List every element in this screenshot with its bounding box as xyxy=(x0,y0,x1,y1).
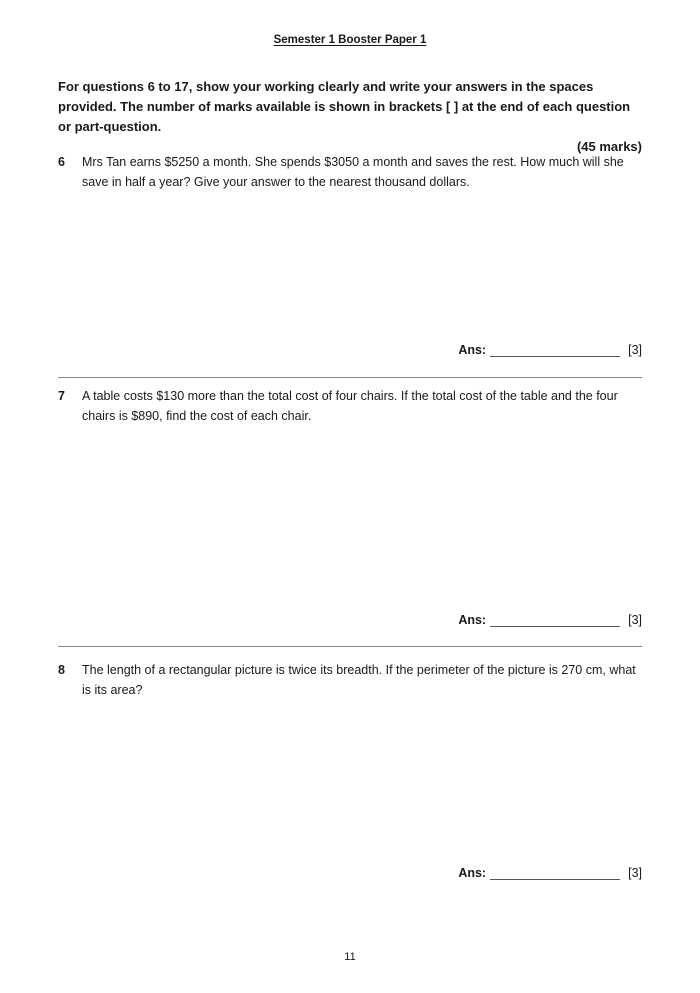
divider xyxy=(58,377,642,378)
page-header xyxy=(0,34,700,46)
page-number: 11 xyxy=(344,951,356,963)
answer-label: Ans: xyxy=(458,866,487,880)
instructions-range-start: 6 xyxy=(147,79,155,94)
question-marks: [3] xyxy=(628,343,642,357)
question-text: The length of a rectangular picture is twice its breadth. If the perimeter of the picture is 270 cm, what is its area? xyxy=(82,663,636,697)
instructions-part2: , show your working clearly and write your answers in the spaces provided. The number of marks available is shown in brackets [ ] at the end of each question or part-question. xyxy=(58,79,631,134)
question-marks: [3] xyxy=(628,613,642,627)
total-marks: (45 marks) xyxy=(576,139,642,154)
question-7 xyxy=(58,386,642,426)
question-marks: [3] xyxy=(628,866,642,880)
instructions-part1: For questions xyxy=(58,79,148,94)
question-text: A table costs $130 more than the total cost of four chairs. If the total cost of the table and the four chairs is $890, find the cost of each chair. xyxy=(82,389,618,423)
answer-row-7 xyxy=(458,613,642,627)
answer-row-8 xyxy=(458,866,642,880)
divider xyxy=(58,646,642,647)
question-number: 7 xyxy=(58,389,65,403)
instructions xyxy=(58,77,642,157)
question-8 xyxy=(58,660,642,700)
answer-blank[interactable] xyxy=(490,614,620,627)
question-number: 6 xyxy=(58,155,65,169)
instructions-range-end: 17 xyxy=(174,79,189,94)
answer-blank[interactable] xyxy=(490,867,620,880)
question-number: 8 xyxy=(58,663,65,677)
question-6 xyxy=(58,152,642,192)
answer-blank[interactable] xyxy=(490,344,620,357)
instructions-to-word: to xyxy=(154,79,175,94)
answer-label: Ans: xyxy=(458,343,487,357)
answer-row-6 xyxy=(458,343,642,357)
question-text: Mrs Tan earns $5250 a month. She spends $3050 a month and saves the rest. How much will she save in half a year? Give your answer to the nearest thousand dollars. xyxy=(82,155,624,189)
paper-title: Semester 1 Booster Paper 1 xyxy=(273,34,427,46)
answer-label: Ans: xyxy=(458,613,487,627)
